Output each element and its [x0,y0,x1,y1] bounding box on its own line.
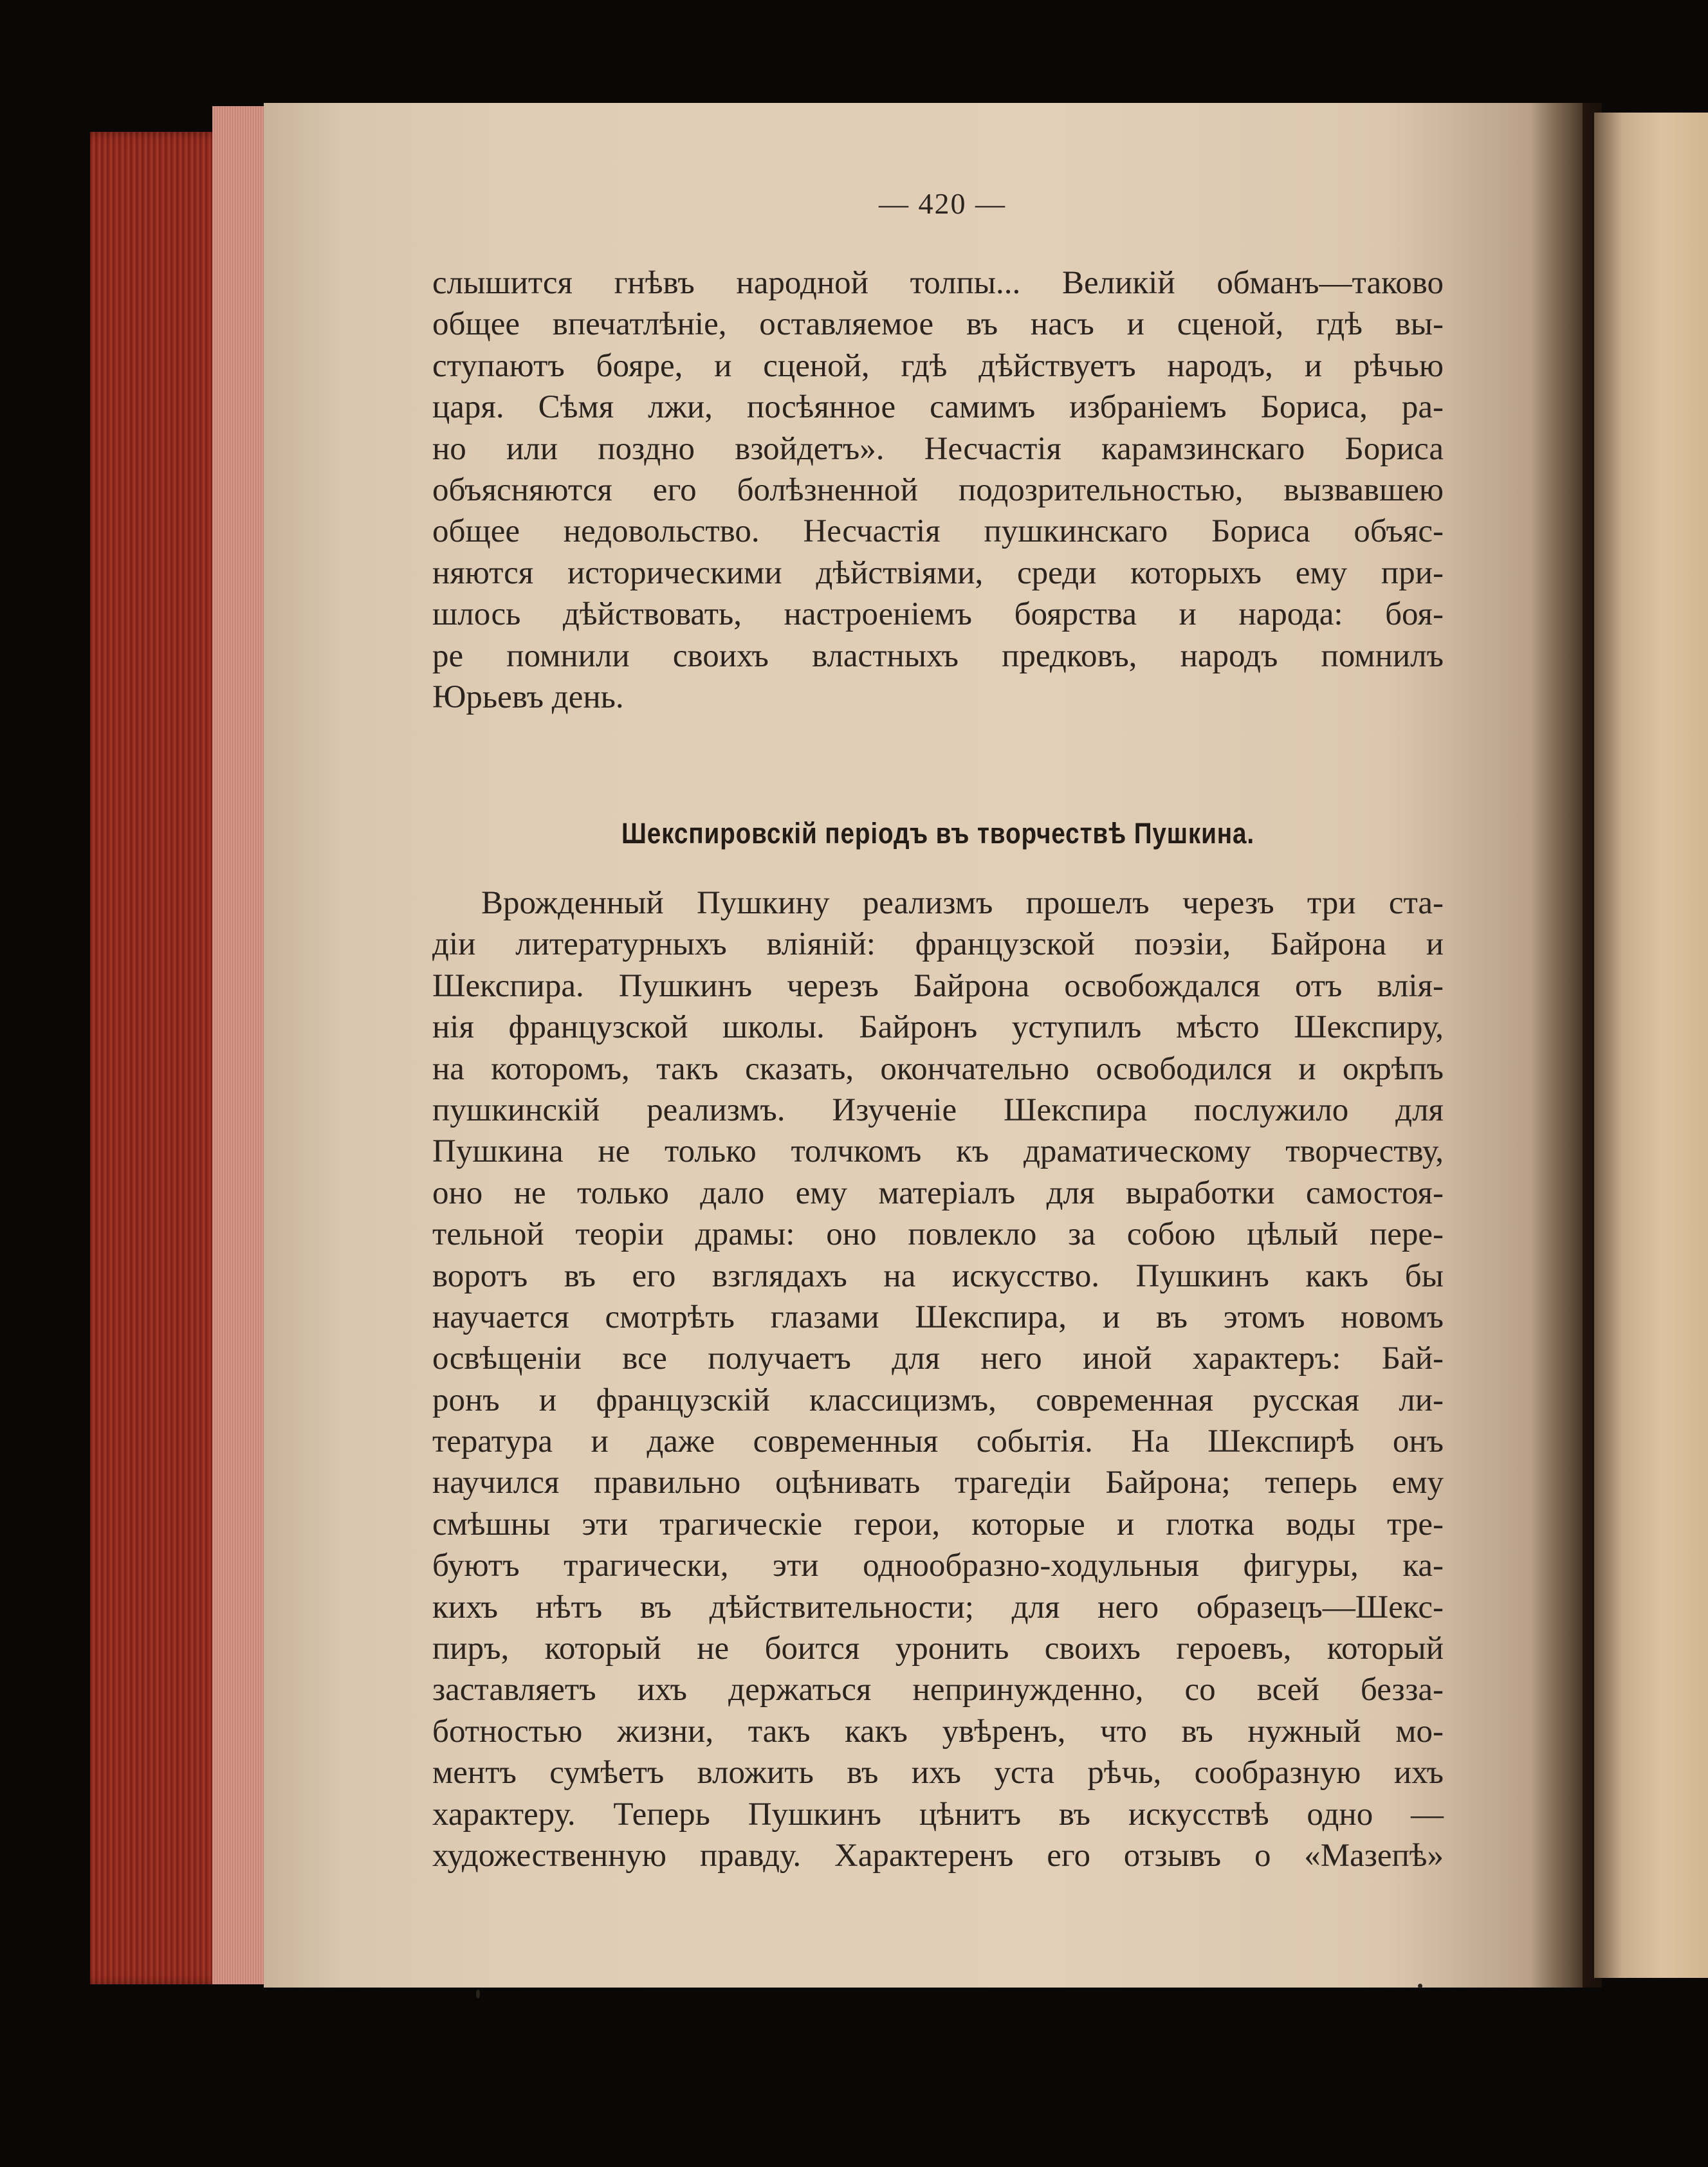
text-line: пиръ, который не боится уронить своихъ героевъ, который [432,1631,1444,1667]
text-line: но или поздно взойдетъ». Несчастія карамзинскаго Бориса [432,430,1444,467]
ink-speck [1418,1984,1422,1988]
text-line: буютъ трагически, эти однообразно-ходульныя фигуры, ка- [432,1548,1444,1584]
text-line: ботностью жизни, такъ какъ увѣренъ, что въ нужный мо- [432,1713,1444,1750]
text-line: воротъ въ его взглядахъ на искусство. Пушкинъ какъ бы [432,1257,1444,1294]
facing-page [1594,113,1708,1978]
text-line: ментъ сумѣетъ вложить въ ихъ уста рѣчь, сообразную ихъ [432,1755,1444,1791]
text-line: на которомъ, такъ сказать, окончательно освободился и окрѣпъ [432,1050,1444,1087]
text-line: смѣшны эти трагическіе герои, которые и глотка воды тре- [432,1506,1444,1542]
page-edges-inner [212,106,264,1984]
text-line: Юрьевъ день. [432,679,624,715]
paragraph-2 [432,882,1444,1876]
text-line: Врожденный Пушкину реализмъ прошелъ черезъ три ста- [481,885,1444,921]
text-line: царя. Сѣмя лжи, посѣянное самимъ избраніемъ Бориса, ра- [432,389,1444,426]
text-line: няются историческими дѣйствіями, среди которыхъ ему при- [432,554,1444,591]
text-line: общее недовольство. Несчастія пушкинскаго Бориса объяс- [432,513,1444,550]
page-gutter-shadow [1531,103,1602,1988]
text-line: Пушкина не только толчкомъ къ драматическому творчеству, [432,1133,1444,1170]
section-heading: Шекспировскій періодъ въ творчествѣ Пушкина. [621,817,1254,850]
text-line: шлось дѣйствовать, настроеніемъ боярства и народа: боя- [432,596,1444,633]
text-line: заставляетъ ихъ держаться непринужденно, со всей безза- [432,1672,1444,1708]
text-line: ре помнили своихъ властныхъ предковъ, народъ помнилъ [432,637,1444,674]
text-line: ронъ и французскій классицизмъ, современная русская ли- [432,1382,1444,1418]
paragraph-1 [432,262,1444,718]
text-line: тельной теоріи драмы: оно повлекло за собою цѣлый пере- [432,1216,1444,1253]
text-line: общее впечатлѣніе, оставляемое въ насъ и сценой, гдѣ вы- [432,306,1444,343]
text-line: научился правильно оцѣнивать трагедіи Байрона; теперь ему [432,1465,1444,1501]
text-line: слышится гнѣвъ народной толпы... Великій обманъ—таково [432,265,1444,301]
text-line: Шекспира. Пушкинъ черезъ Байрона освобождался отъ влія- [432,967,1444,1004]
text-line: кихъ нѣтъ въ дѣйствительности; для него образецъ—Шекс- [432,1589,1444,1625]
text-line: характеру. Теперь Пушкинъ цѣнитъ въ искусствѣ одно — [432,1796,1444,1833]
text-line: діи литературныхъ вліяній: французской поэзіи, Байрона и [432,926,1444,963]
background-top [90,0,1708,108]
page-number: — 420 — [879,187,1006,220]
text-line: художественную правду. Характеренъ его отзывъ о «Мазепѣ» [432,1837,1444,1874]
text-line: оно не только дало ему матеріалъ для выработки самостоя- [432,1175,1444,1211]
text-line: пушкинскій реализмъ. Изученіе Шекспира послужило для [432,1092,1444,1128]
text-line: ступаютъ бояре, и сценой, гдѣ дѣйствуетъ народъ, и рѣчью [432,347,1444,384]
text-line: освѣщеніи все получаетъ для него иной характеръ: Бай- [432,1340,1444,1377]
text-line: тература и даже современныя событія. На Шекспирѣ онъ [432,1423,1444,1460]
ink-speck [476,1989,480,1998]
text-line: научается смотрѣть глазами Шекспира, и въ этомъ новомъ [432,1299,1444,1335]
text-line: нія французской школы. Байронъ уступилъ мѣсто Шекспиру, [432,1009,1444,1046]
text-line: объясняются его болѣзненной подозрительностью, вызвавшею [432,471,1444,508]
